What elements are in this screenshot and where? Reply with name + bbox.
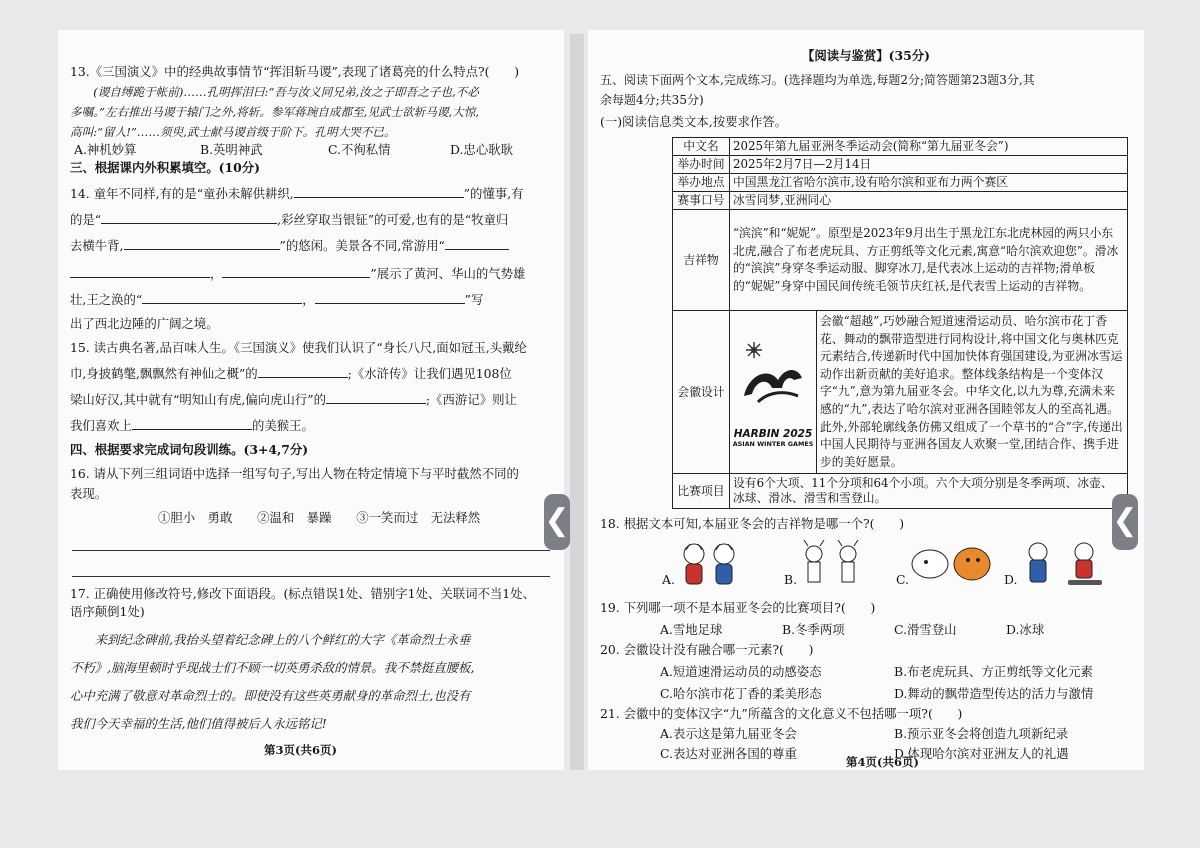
section-5-heading: 五、阅读下面两个文本,完成练习。(选择题均为单选,每题2分;简答题第23题3分,其 <box>600 73 1035 87</box>
emblem-subtext: ASIAN WINTER GAMES <box>732 439 814 448</box>
section-4-heading: 四、根据要求完成词句段训练。(3+4,7分) <box>70 442 309 457</box>
page-3 <box>58 30 564 770</box>
q20-option-c[interactable]: C.哈尔滨市花丁香的柔美形态 <box>660 686 822 701</box>
table-value: 设有6个大项、11个分项和64个小项。六个大项分别是冬季两项、冰壶、冰球、滑冰、滑雪和雪登山。 <box>730 474 1128 509</box>
page-footer: 第3页(共6页) <box>264 743 337 757</box>
mascot-a-icon[interactable] <box>676 540 744 588</box>
q16-word-groups: ①胆小 勇敢 ②温和 暴躁 ③一笑而过 无法释然 <box>158 510 481 525</box>
table-value: 2025年第九届亚洲冬季运动会(简称“第九届亚冬会”) <box>730 138 1128 156</box>
table-value: 会徽“超越”,巧妙融合短道速滑运动员、哈尔滨市花丁香花、舞动的飘带造型进行同构设计,将中国文化与奥林匹克元素结合,传递新时代中国加快体育强国建设,为亚洲冰雪运动作出新贡献的美好追求。整体线条结构是一个变体汉字“九”,意为第九届亚冬会。中华文化,以九为尊,充满未来感的“九”,表达了哈尔滨对亚洲各国睦邻友人的至高礼遇。此外,外部轮廓线条仿佛又组成了一个草书的“合”字,传递出中国人民期待与亚洲各国友人欢聚一堂,团结合作、携手进步的美好愿景。 <box>820 314 1123 469</box>
table-label: 吉祥物 <box>673 210 730 311</box>
q15-blank-1[interactable] <box>258 366 348 378</box>
mascot-d-icon[interactable] <box>1018 540 1110 588</box>
q16-answer-line[interactable] <box>72 550 550 551</box>
q21-stem: 21. 会徽中的变体汉字“九”所蕴含的文化意义不包括哪一项?( ) <box>600 706 963 721</box>
q14-blank-5[interactable] <box>70 266 210 278</box>
emblem-logo <box>730 311 817 473</box>
q17-passage-line: 来到纪念碑前,我抬头望着纪念碑上的八个鲜红的大字《革命烈士永垂 <box>70 632 471 647</box>
mascot-b-icon[interactable] <box>796 540 868 588</box>
q13-passage-line: (谡自缚跪于帐前)……孔明挥泪曰:“吾与汝义同兄弟,汝之子即吾之子也,不必 <box>70 85 479 99</box>
q14-blank-8[interactable] <box>315 292 465 304</box>
q14-line-4: ， ”展示了黄河、华山的气势雄 <box>70 266 552 282</box>
q15-line-2: 巾,身披鹤氅,飘飘然有神仙之概”的 ;《水浒传》让我们遇见108位 <box>70 366 512 381</box>
table-label: 举办地点 <box>673 174 730 192</box>
page-4 <box>588 30 1144 770</box>
q15-line-1: 15. 读古典名著,品百味人生。《三国演义》使我们认识了“身长八尺,面如冠玉,头戴纶 <box>70 340 527 355</box>
q21-option-a[interactable]: A.表示这是第九届亚冬会 <box>660 726 797 741</box>
q18-option-b-label[interactable]: B. <box>784 572 798 587</box>
q14-blank-7[interactable] <box>142 292 302 304</box>
q14-line-3: 去横牛背, ”的悠闲。美景各不同,常游用“ <box>70 238 552 254</box>
q20-option-a[interactable]: A.短道速滑运动员的动感姿态 <box>660 664 822 679</box>
q15-blank-3[interactable] <box>132 418 252 430</box>
q13-passage-line: 高叫:“留人!”……须臾,武士献马谡首级于阶下。孔明大哭不已。 <box>70 125 396 139</box>
q17-passage-line: 我们今天幸福的生活,他们值得被后人永远铭记! <box>70 716 327 731</box>
q13-option-d[interactable]: D.忠心耿耿 <box>450 142 513 157</box>
table-label: 赛事口号 <box>673 192 730 210</box>
page-gutter <box>570 34 584 770</box>
q18-option-a-label[interactable]: A. <box>662 572 675 587</box>
q14-line-6: 出了西北边陲的广阔之境。 <box>70 316 219 331</box>
q19-option-a[interactable]: A.雪地足球 <box>660 622 723 637</box>
q19-option-d[interactable]: D.冰球 <box>1006 622 1045 637</box>
prev-page-button[interactable] <box>544 494 570 550</box>
section-header: 【阅读与鉴赏】(35分) <box>801 48 931 63</box>
q18-stem: 18. 根据文本可知,本届亚冬会的吉祥物是哪一个?( ) <box>600 516 905 531</box>
q20-option-d[interactable]: D.舞动的飘带造型传达的活力与激情 <box>894 686 1094 701</box>
table-value: 中国黑龙江省哈尔滨市,设有哈尔滨和亚布力两个赛区 <box>730 174 1128 192</box>
q13-option-c[interactable]: C.不徇私情 <box>328 142 391 157</box>
q14-blank-1[interactable] <box>294 186 464 198</box>
table-label: 会徽设计 <box>673 311 730 474</box>
mascot-c-icon[interactable] <box>906 540 1002 588</box>
q21-option-c[interactable]: C.表达对亚洲各国的尊重 <box>660 746 797 761</box>
q13-stem: 13.《三国演义》中的经典故事情节“挥泪斩马谡”,表现了诸葛亮的什么特点?( ) <box>70 64 520 79</box>
q18-option-d-label[interactable]: D. <box>1004 572 1018 587</box>
q14-line-5: 壮,王之涣的“ ， ”写 <box>70 292 484 307</box>
q14-blank-6[interactable] <box>222 266 370 278</box>
q14-blank-3[interactable] <box>124 238 280 250</box>
q15-line-3: 梁山好汉,其中就有“明知山有虎,偏向虎山行”的 ;《西游记》则让 <box>70 392 517 407</box>
q19-option-c[interactable]: C.滑雪登山 <box>894 622 957 637</box>
q21-option-b[interactable]: B.预示亚冬会将创造九项新纪录 <box>894 726 1069 741</box>
table-label: 举办时间 <box>673 156 730 174</box>
q15-blank-2[interactable] <box>326 392 426 404</box>
section-5-heading-cont: 余每题4分;共35分) <box>600 93 704 107</box>
q19-stem: 19. 下列哪一项不是本届亚冬会的比赛项目?( ) <box>600 600 876 615</box>
table-label: 中文名 <box>673 138 730 156</box>
prev-page-button[interactable] <box>1112 494 1138 550</box>
q20-stem: 20. 会徽设计没有融合哪一元素?( ) <box>600 642 814 657</box>
table-value: “滨滨”和“妮妮”。原型是2023年9月出生于黑龙江东北虎林园的两只小东北虎,融合了布老虎玩具、方正剪纸等文化元素,寓意“哈尔滨欢迎您”。滑冰的“滨滨”身穿冬季运动服、脚穿冰刀,是代表冰上运动的吉祥物;滑单板的“妮妮”身穿中国民间传统毛领节庆红袄,是代表雪上运动的吉祥物。 <box>730 210 1128 311</box>
q14-line-2: 的是“ ,彩丝穿取当银钲”的可爱,也有的是“牧童归 <box>70 212 509 227</box>
q17-passage-line: 不朽》,脑海里顿时乎现战士们不顾一切英勇杀敌的情景。我不禁挺直腰板, <box>70 660 475 675</box>
q17-line-2: 语序颠倒1处) <box>70 604 145 619</box>
q14-blank-2[interactable] <box>101 212 277 224</box>
q21-option-d[interactable]: D.体现哈尔滨对亚洲友人的礼遇 <box>894 746 1069 761</box>
chevron-left-icon: ❮ <box>544 503 570 538</box>
q14-line-1: 14. 童年不同样,有的是“童孙未解供耕织, ”的懂事,有 <box>70 186 524 201</box>
q13-passage-line: 多嘱。”左右推出马谡于辕门之外,将斩。参军蒋琬自成都至,见武士欲斩马谡,大惊, <box>70 105 480 119</box>
table-label: 比赛项目 <box>673 474 730 509</box>
subsection-heading: (一)阅读信息类文本,按要求作答。 <box>600 114 788 129</box>
q16-line-2: 表现。 <box>70 486 108 501</box>
q17-passage-line: 心中充满了敬意对革命烈士的。即使没有这些英勇献身的革命烈士,也没有 <box>70 688 471 703</box>
q14-blank-4[interactable] <box>445 238 509 250</box>
q20-option-b[interactable]: B.布老虎玩具、方正剪纸等文化元素 <box>894 664 1093 679</box>
q16-answer-line[interactable] <box>72 576 550 577</box>
q18-option-c-label[interactable]: C. <box>896 572 909 587</box>
q15-line-4: 我们喜欢上 的美猴王。 <box>70 418 314 433</box>
page-footer: 第4页(共6页) <box>846 755 919 769</box>
q16-line-1: 16. 请从下列三组词语中选择一组写句子,写出人物在特定情境下与平时截然不同的 <box>70 466 519 481</box>
emblem-text: HARBIN 2025 <box>733 427 813 440</box>
info-table <box>672 137 1128 509</box>
q13-option-a[interactable]: A.神机妙算 <box>74 142 137 157</box>
table-value: 2025年2月7日—2月14日 <box>730 156 1128 174</box>
table-value: 冰雪同梦,亚洲同心 <box>730 192 1128 210</box>
emblem-icon <box>738 336 808 428</box>
q17-line-1: 17. 正确使用修改符号,修改下面语段。(标点错误1处、错别字1处、关联词不当1处、 <box>70 586 535 601</box>
section-3-heading: 三、根据课内外积累填空。(10分) <box>70 160 261 175</box>
q19-option-b[interactable]: B.冬季两项 <box>782 622 845 637</box>
q13-option-b[interactable]: B.英明神武 <box>200 142 263 157</box>
chevron-left-icon: ❮ <box>1112 503 1138 538</box>
